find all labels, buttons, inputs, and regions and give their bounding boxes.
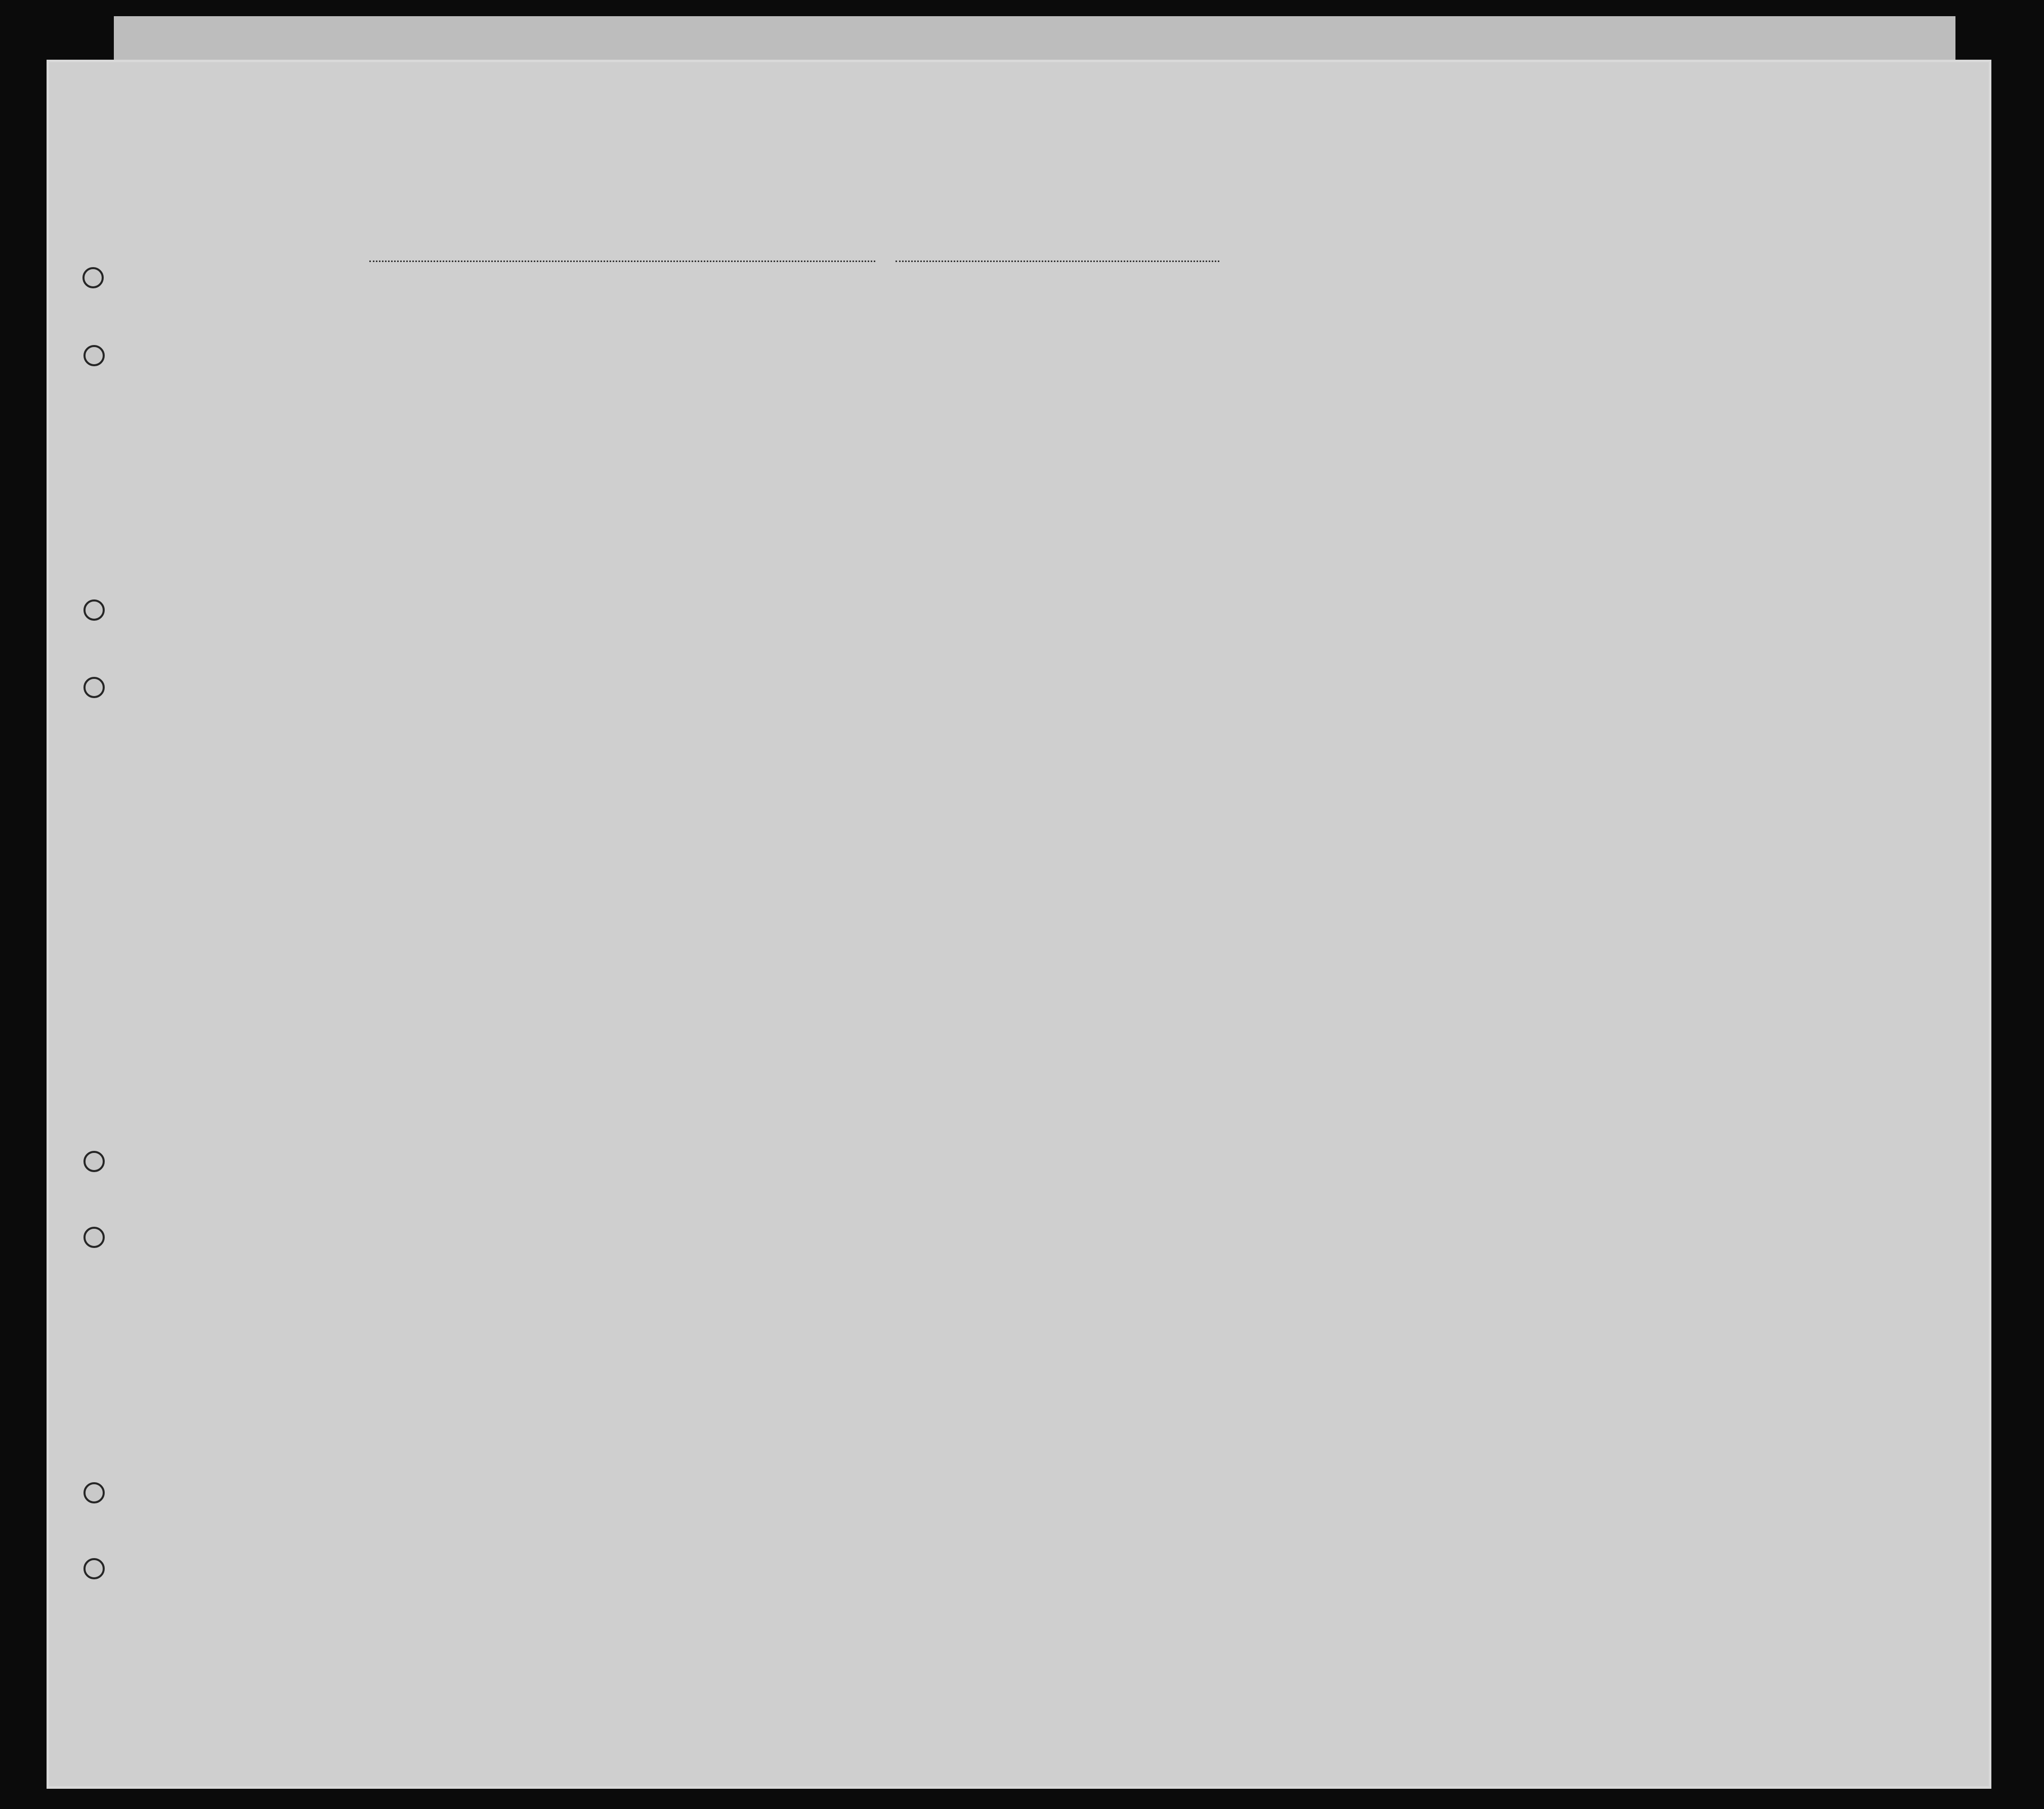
binder-hole	[83, 1558, 105, 1579]
binder-hole	[83, 345, 105, 366]
date-underline	[896, 261, 1219, 262]
binder-hole	[82, 267, 104, 288]
binder-hole	[83, 1151, 105, 1172]
binder-hole	[83, 1227, 105, 1248]
binder-hole	[83, 599, 105, 621]
port-underline	[369, 261, 875, 262]
binder-hole	[83, 1482, 105, 1503]
binder-hole	[83, 677, 105, 698]
manifest-sheet	[47, 60, 1991, 1789]
